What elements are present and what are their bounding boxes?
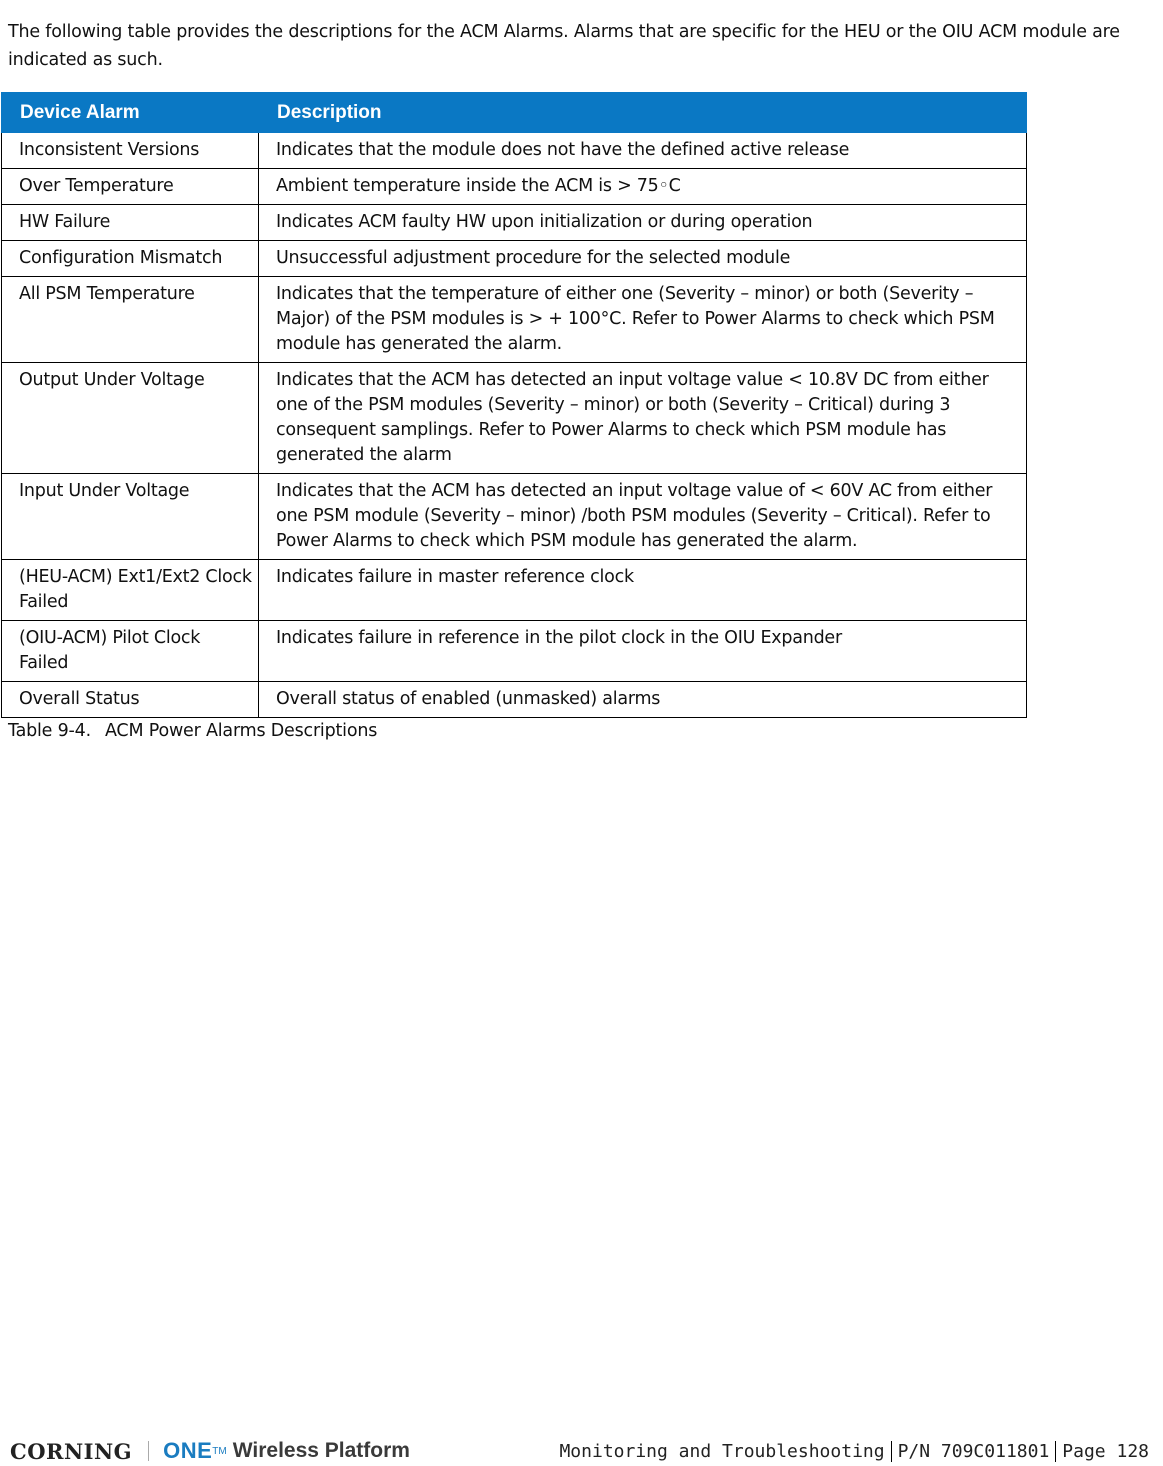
footer-page-number: Page 128	[1055, 1441, 1155, 1462]
cell-alarm: Inconsistent Versions	[2, 133, 259, 169]
header-device-alarm: Device Alarm	[2, 93, 259, 133]
logo-trademark: TM	[212, 1445, 227, 1457]
page-footer	[0, 1436, 1163, 1466]
table-row	[2, 277, 1027, 363]
table-row	[2, 133, 1027, 169]
cell-description: Indicates that the module does not have the defined active release	[259, 133, 1027, 169]
table-row	[2, 474, 1027, 560]
cell-alarm: (HEU-ACM) Ext1/Ext2 Clock Failed	[2, 560, 259, 621]
table-header-row	[2, 93, 1027, 133]
logo-platform-text: Wireless Platform	[232, 1439, 410, 1462]
footer-info	[553, 1436, 1155, 1466]
cell-description: Indicates ACM faulty HW upon initialization or during operation	[259, 205, 1027, 241]
cell-alarm: Input Under Voltage	[2, 474, 259, 560]
table-row	[2, 560, 1027, 621]
cell-description: Overall status of enabled (unmasked) alarms	[259, 682, 1027, 718]
table-row	[2, 621, 1027, 682]
logo-one-text: ONE	[163, 1438, 213, 1463]
cell-alarm: Overall Status	[2, 682, 259, 718]
caption-number: Table 9-4.	[8, 721, 91, 741]
cell-alarm: Output Under Voltage	[2, 363, 259, 474]
cell-alarm: Over Temperature	[2, 169, 259, 205]
header-description: Description	[259, 93, 1027, 133]
table-row	[2, 363, 1027, 474]
table-row	[2, 682, 1027, 718]
cell-alarm: (OIU-ACM) Pilot Clock Failed	[2, 621, 259, 682]
footer-part-number: P/N 709C011801	[891, 1441, 1056, 1462]
cell-alarm: Configuration Mismatch	[2, 241, 259, 277]
intro-paragraph: The following table provides the descriptions for the ACM Alarms. Alarms that are specific for the HEU or the OIU ACM module are indicated as such.	[8, 21, 1120, 70]
table-caption	[8, 717, 377, 745]
table-row	[2, 241, 1027, 277]
cell-description: Indicates that the ACM has detected an input voltage value of < 60V AC from either one PSM module (Severity – minor) /both PSM modules (Severity – Critical). Refer to Power Alarms to check which PSM module has generated the alarm.	[259, 474, 1027, 560]
caption-title: ACM Power Alarms Descriptions	[104, 721, 378, 741]
cell-description: Unsuccessful adjustment procedure for the selected module	[259, 241, 1027, 277]
table-row	[2, 205, 1027, 241]
cell-alarm: All PSM Temperature	[2, 277, 259, 363]
acm-alarms-table	[1, 92, 1027, 718]
footer-section: Monitoring and Troubleshooting	[559, 1440, 885, 1462]
cell-description: Indicates failure in reference in the pilot clock in the OIU Expander	[259, 621, 1027, 682]
cell-description: Indicates that the temperature of either one (Severity – minor) or both (Severity – Major) of the PSM modules is > + 100°C. Refer to Power Alarms to check which PSM module has generated the alarm.	[259, 277, 1027, 363]
logo-divider	[148, 1441, 149, 1461]
logo-corning-text: CORNING	[10, 1438, 133, 1464]
cell-description: Indicates that the ACM has detected an input voltage value < 10.8V DC from either one of the PSM modules (Severity – minor) or both (Severity – Critical) during 3 consequent samplings. Refer to Power Alarms to check which PSM module has generated the alarm	[259, 363, 1027, 474]
table-row	[2, 169, 1027, 205]
corning-one-logo	[10, 1438, 410, 1464]
cell-description: Ambient temperature inside the ACM is > 75◦C	[259, 169, 1027, 205]
cell-description: Indicates failure in master reference clock	[259, 560, 1027, 621]
cell-alarm: HW Failure	[2, 205, 259, 241]
